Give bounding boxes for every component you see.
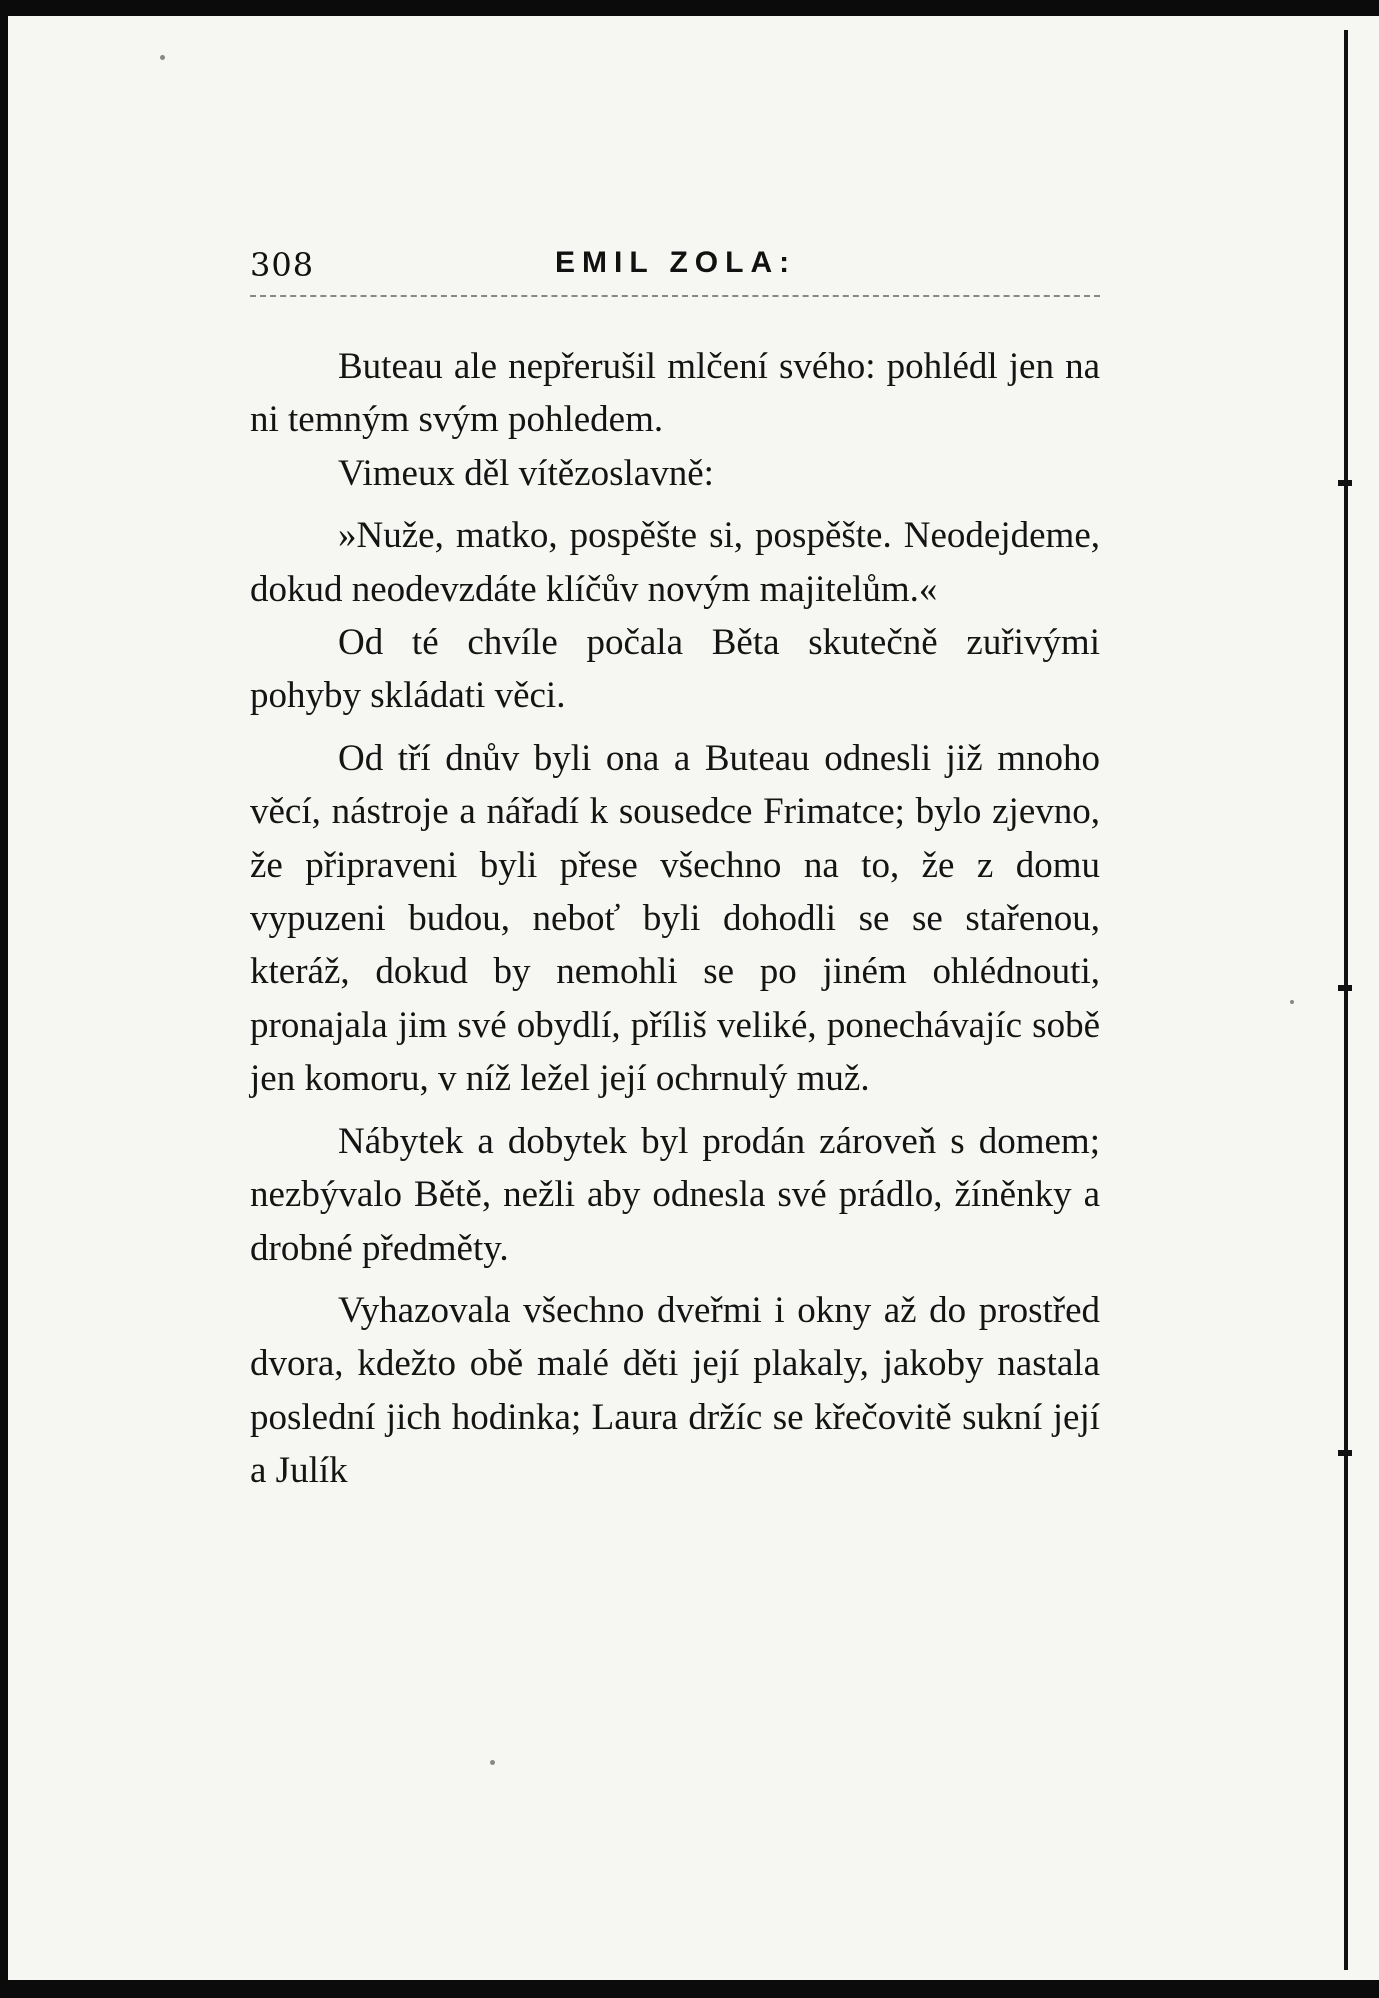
paper-speck bbox=[1290, 1000, 1294, 1004]
binding-edge-line bbox=[1344, 30, 1348, 1970]
edge-mark bbox=[1338, 1450, 1352, 1456]
paper-speck bbox=[160, 55, 165, 60]
page-number: 308 bbox=[250, 246, 315, 284]
edge-mark bbox=[1338, 480, 1352, 486]
running-title: EMIL ZOLA: bbox=[555, 246, 797, 279]
paragraph: Vyhazovala všechno dveřmi i okny až do prostřed dvora, kdežto obě malé děti její plakaly, jakoby nastala poslední jich hodinka; Laura držíc se křečovitě sukní její a Julík bbox=[250, 1289, 1100, 1492]
paragraph: Od tří dnův byli ona a Buteau odnesli již mnoho věcí, nástroje a nářadí k sousedce Frimatce; bylo zjevno, že připraveni byli přese všechno na to, že z domu vypuzeni budou, neboť byli dohodli se se stařenou, kteráž, dokud by nemohli se po jiném ohlédnouti, pronajala jim své obydlí, příliš veliké, ponechávajíc sobě jen komoru, v níž ležel její ochrnulý muž. bbox=[250, 737, 1100, 1100]
paragraph: Od té chvíle počala Běta skutečně zuřivými pohyby skládati věci. bbox=[250, 622, 1100, 717]
page-edge bbox=[1330, 16, 1379, 1980]
paragraph: Vimeux děl vítězoslavně: bbox=[338, 452, 714, 494]
paragraph: Buteau ale nepřerušil mlčení svého: pohlédl jen na ni temným svým pohledem. bbox=[250, 346, 1100, 441]
paragraph: »Nuže, matko, pospěšte si, pospěšte. Neodejdeme, dokud neodevzdáte klíčův novým majitelům.« bbox=[250, 515, 1100, 610]
header-rule bbox=[250, 295, 1100, 297]
running-header bbox=[250, 238, 1100, 288]
paper-speck bbox=[490, 1760, 495, 1765]
paragraph: Nábytek a dobytek byl prodán zároveň s domem; nezbývalo Bětě, nežli aby odnesla své prádlo, žíněnky a drobné předměty. bbox=[250, 1120, 1100, 1269]
edge-mark bbox=[1338, 985, 1352, 991]
body-text bbox=[250, 340, 1100, 1498]
